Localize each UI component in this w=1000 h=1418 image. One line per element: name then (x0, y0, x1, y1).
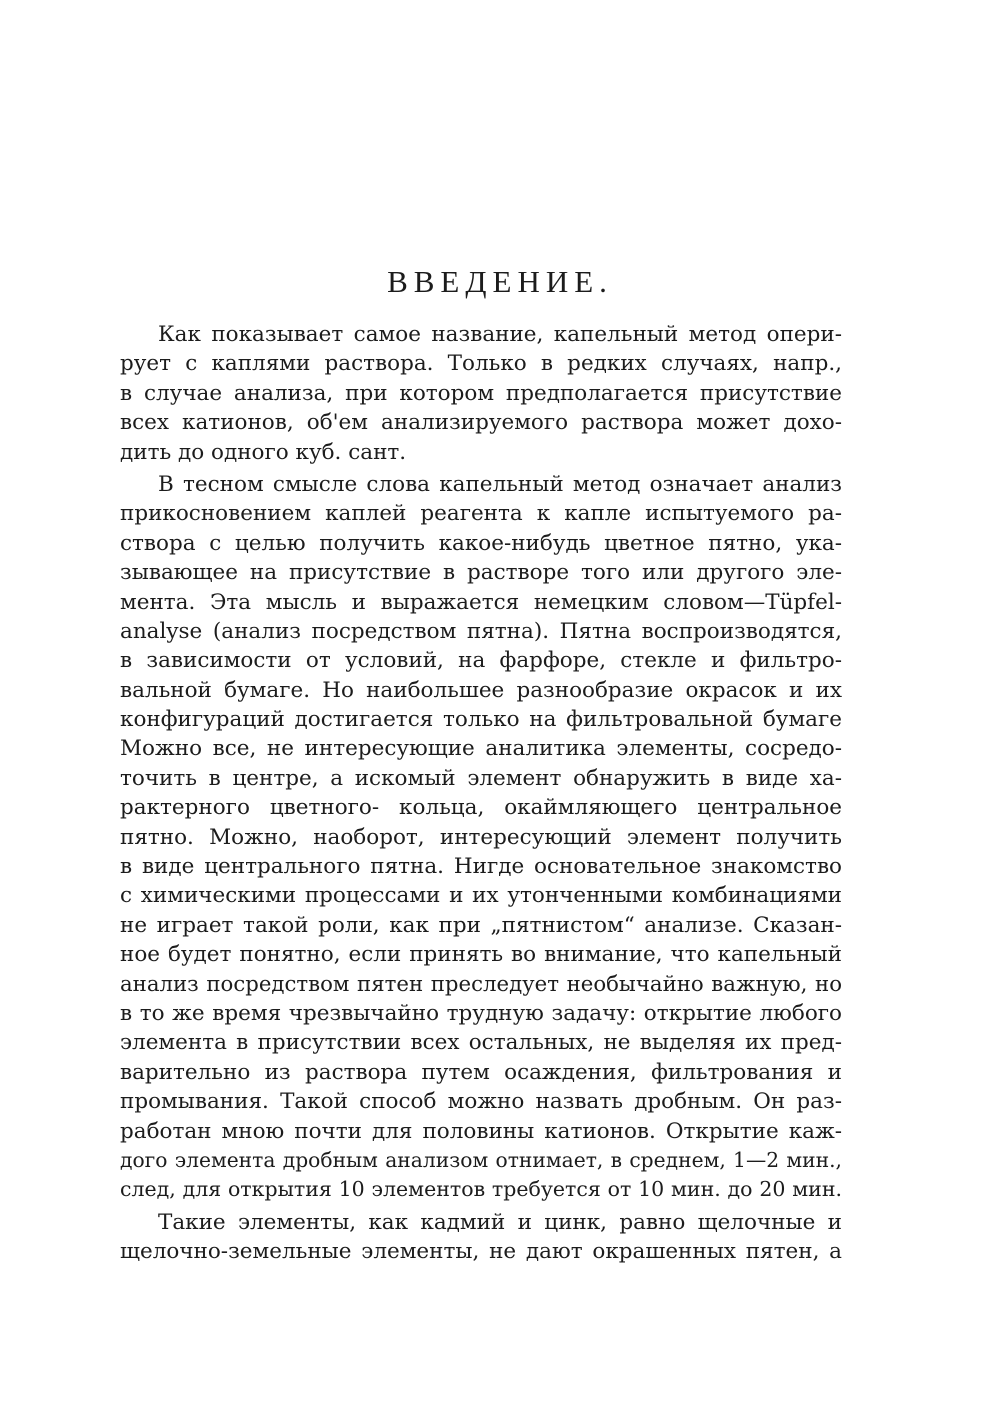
text-line: ное будет понятно, если принять во внимание, что капельный (120, 942, 842, 968)
text-line: analyse (анализ посредством пятна). Пятна воспроизводятся, (120, 618, 842, 644)
text-line: Как показывает самое название, капельный метод опери- (158, 322, 842, 347)
text-line: зывающее на присутствие в растворе того или другого эле- (120, 560, 842, 586)
text-line: Такие элементы, как кадмий и цинк, равно щелочные и (158, 1209, 842, 1235)
text-line: прикосновением каплей реагента к капле испытуемого ра- (120, 501, 842, 527)
paragraph-3 (120, 1208, 842, 1267)
text-line: в случае анализа, при котором предполагается присутствие (120, 380, 842, 406)
text-line: В тесном смысле слова капельный метод означает анализ (158, 471, 842, 497)
text-line: створа с целью получить какое-нибудь цветное пятно, ука- (120, 530, 842, 556)
body-text (120, 320, 842, 1267)
text-line: анализ посредством пятен преследует необычайно важную, но (120, 971, 842, 997)
text-line: точить в центре, а искомый элемент обнаружить в виде ха- (120, 765, 842, 791)
text-line: варительно из раствора путем осаждения, фильтрования и (120, 1059, 842, 1085)
paragraph-2 (120, 470, 842, 1205)
text-line: дого элемента дробным анализом отнимает, в среднем, 1—2 мин., (120, 1147, 842, 1172)
text-line: в виде центрального пятна. Нигде основательное знакомство (120, 854, 842, 880)
paragraph-1 (120, 320, 842, 467)
text-line: не играет такой роли, как при „пятнистом“ анализе. Сказан- (120, 912, 842, 938)
text-line: пятно. Можно, наоборот, интересующий элемент получить (120, 824, 842, 850)
text-line: всех катионов, об'ем анализируемого раствора может дохо- (120, 410, 842, 436)
text-line: промывания. Такой способ можно назвать дробным. Он раз- (120, 1089, 842, 1115)
text-line: вальной бумаге. Но наибольшее разнообразие окрасок и их (120, 677, 842, 703)
text-line: след, для открытия 10 элементов требуется от 10 мин. до 20 мин. (120, 1177, 842, 1202)
text-line: конфигураций достигается только на фильтровальной бумаге (120, 707, 842, 733)
text-line: элемента в присутствии всех остальных, не выделяя их пред- (120, 1030, 842, 1056)
text-line: рактерного цветного- кольца, окаймляющего центральное (120, 795, 842, 821)
text-line: рует с каплями раствора. Только в редких случаях, напр., (120, 351, 842, 377)
text-line: Можно все, не интересующие аналитика элементы, сосредо- (120, 736, 842, 762)
text-line: щелочно-земельные элементы, не дают окрашенных пятен, а (120, 1239, 842, 1265)
text-line: в то же время чрезвычайно трудную задачу: открытие любого (120, 1000, 842, 1026)
text-line: с химическими процессами и их утонченными комбинациями (120, 883, 842, 909)
text-line: в зависимости от условий, на фарфоре, стекле и фильтро- (120, 648, 842, 674)
text-line: работан мною почти для половины катионов. Открытие каж- (120, 1118, 842, 1144)
text-line: мента. Эта мысль и выражается немецким словом—Tüpfel- (120, 589, 842, 615)
page-title: ВВЕДЕНИЕ. (387, 264, 613, 299)
text-line: дить до одного куб. сант. (120, 439, 407, 465)
